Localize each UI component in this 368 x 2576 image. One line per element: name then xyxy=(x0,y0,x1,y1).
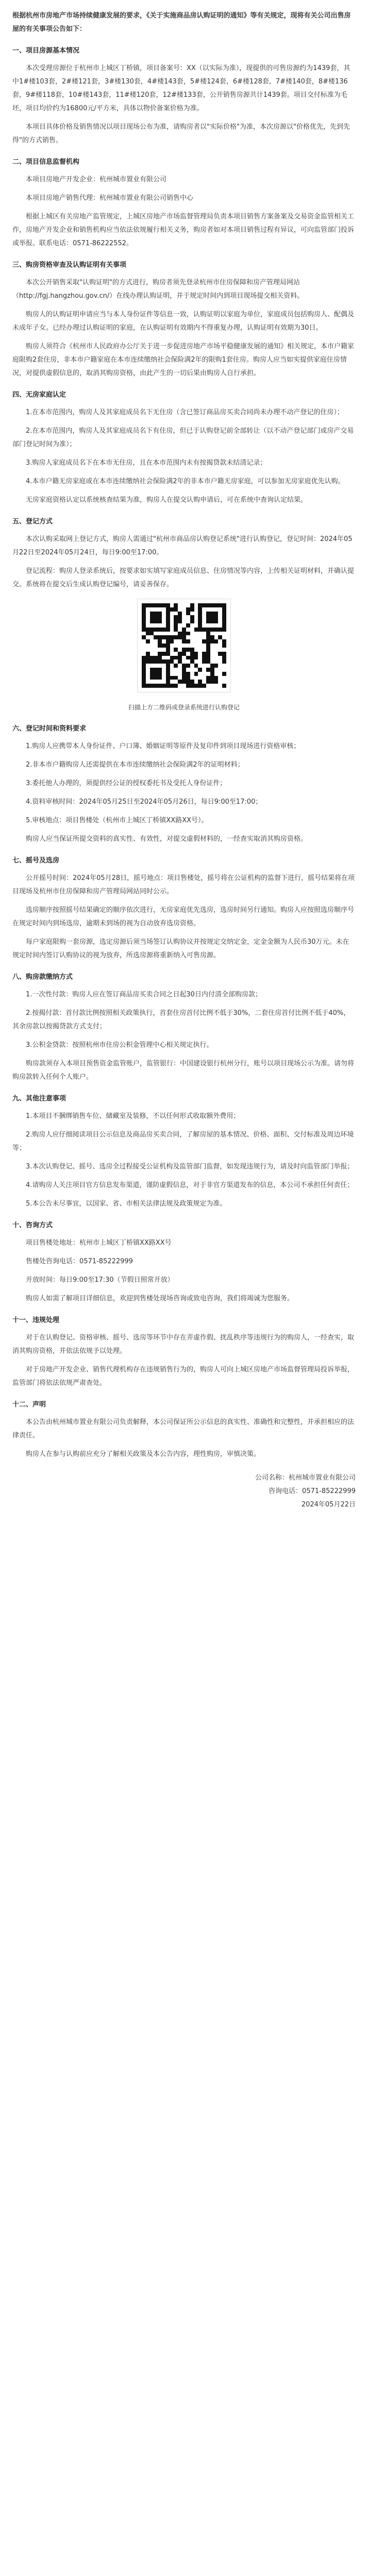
section-paragraph: 4.请购房人关注项目官方信息发布渠道，谨防虚假信息，对于非官方渠道发布的信息，本公司不承担任何责任； xyxy=(26,1181,354,1189)
section-title: 二、项目信息监督机构 xyxy=(12,158,80,166)
section-paragraph: 对于在认购登记、资格审核、摇号、选房等环节中存在弄虚作假、扰乱秩序等违规行为的购房人，一经查实，取消其购房资格，并依法依规予以处理。 xyxy=(12,1334,355,1355)
section-paragraph: 2.在本市范围内，购房人及其家庭成员名下有住房，但已于认购登记前全部转让（以不动产登记部门或房产交易部门登记时间为准）； xyxy=(12,427,354,448)
section-paragraph: 本次认购采取网上登记方式，购房人需通过"杭州市商品房认购登记系统"进行认购登记，登记时间：2024年05月22日至2024年05月24日，每日9:00至17:00。 xyxy=(12,535,353,556)
section-paragraph: 本次受理房源位于杭州市上城区丁桥镇，项目备案号：XX（以实际为准），现提供的可售房源约为1439套，其中1#楼103套，2#楼121套，3#楼130套，4#楼143套，5#楼124套，6#楼128套，7#楼140套，8#楼136套，9#楼118套，10#楼143套，11#楼120套，12#楼133套，公开销售房源共计1439套。项目交付标准为毛坯，项目均价约为16800元/平方米，具体以物价备案价格为准。 xyxy=(12,64,350,112)
section-paragraph: 2.购房人应仔细阅读项目公示信息及商品房买卖合同，了解房屋的基本情况、价格、面积、交付标准及周边环境等； xyxy=(12,1131,354,1152)
qr-code-area xyxy=(12,599,356,692)
section-paragraph: 3.购房人家庭成员名下在本市无住房，且在本市范围内未有按揭贷款未结清记录； xyxy=(26,459,267,467)
section-title: 一、项目房源基本情况 xyxy=(12,47,80,55)
section-paragraph: 3.本次认购登记、摇号、选房全过程接受公证机构及监管部门监督，如发现违规行为，请及时向监管部门举报； xyxy=(26,1163,354,1171)
section-paragraph: 无房家庭资格认定以系统核查结果为准，购房人在提交认购申请后，可在系统中查询认定结果。 xyxy=(26,496,308,504)
section-title: 五、登记方式 xyxy=(12,518,53,526)
section-title: 八、购房款缴纳方式 xyxy=(12,973,73,981)
section-paragraph: 1.购房人应携带本人身份证件、户口簿、婚姻证明等原件及复印件到项目现场进行资格审核； xyxy=(26,742,300,750)
section-paragraph: 购房款须存入本项目预售资金监管账户，监管银行：中国建设银行杭州分行，账号以项目现场公示为准。请勿将购房款转入任何个人账户。 xyxy=(12,1060,355,1081)
section-paragraph: 3.公积金贷款：按照杭州市住房公积金管理中心相关规定执行。 xyxy=(26,1041,213,1049)
section-paragraph: 项目售楼处地址：杭州市上城区丁桥镇XX路XX号 xyxy=(26,1239,172,1247)
qr-caption: 扫描上方二维码或登录系统进行认购登记 xyxy=(128,704,240,711)
section-paragraph: 每户家庭限购一套房源，选定房源后须当场签订认购协议并按规定交纳定金，定金金额为人民币30万元。未在规定时间内签订认购协议的视为放弃，所选房源将重新纳入可售房源。 xyxy=(12,938,349,959)
signature-date: 2024年05月22日 xyxy=(301,1501,356,1509)
section-paragraph: 开放时间：每日9:00至17:30（节假日照常开放） xyxy=(26,1276,174,1284)
section-title: 九、其他注意事项 xyxy=(12,1095,66,1103)
signature-company: 公司名称：杭州城市置业有限公司 xyxy=(255,1474,356,1482)
section-paragraph: 登记流程：购房人登录系统后，按要求如实填写家庭成员信息、住房情况等内容，上传相关证明材料，并确认提交。系统将在提交后生成认购登记编号，请妥善保存。 xyxy=(12,567,355,588)
section-title: 四、无房家庭认定 xyxy=(12,391,66,399)
section-title: 三、购房资格审查及认购证明有关事项 xyxy=(12,261,127,269)
sections-part-2 xyxy=(12,722,356,1461)
section-title: 六、登记时间和资料要求 xyxy=(12,725,87,733)
section-paragraph: 购房人须符合《杭州市人民政府办公厅关于进一步促进房地产市场平稳健康发展的通知》相关规定，本市户籍家庭限购2套住房，非本市户籍家庭在本市连续缴纳社会保险满2年的限购1套住房。购房人应当如实提供家庭住房情况，对提供虚假信息的，取消其购房资格，由此产生的一切后果由购房人自行承担。 xyxy=(12,343,355,377)
section-paragraph: 购房人在参与认购前应充分了解相关政策及本公告内容，理性购房，审慎决策。 xyxy=(26,1450,261,1458)
section-paragraph: 公开摇号时间：2024年05月28日，摇号地点：项目售楼处，摇号将在公证机构的监督下进行，摇号结果将在项目现场及杭州市住房保障和房产管理局网站同时公示。 xyxy=(12,874,355,895)
section-paragraph: 本项目房地产开发企业：杭州城市置业有限公司 xyxy=(26,176,167,183)
section-paragraph: 3.委托他人办理的，须提供经公证的授权委托书及受托人身份证件； xyxy=(26,779,227,787)
section-title: 十、咨询方式 xyxy=(12,1222,53,1229)
section-paragraph: 本项目具体价格及销售情况以项目现场公布为准，请购房者以"实际价格"为准，本次房源以"价格优先，先到先得"的方式销售。 xyxy=(12,123,350,144)
section-title: 十一、违规处理 xyxy=(12,1316,60,1324)
section-paragraph: 4.资料审核时间：2024年05月25日至2024年05月26日，每日9:00至17:00； xyxy=(26,798,262,806)
section-title: 十二、声明 xyxy=(12,1401,46,1409)
signature-phone: 咨询电话：0571-85222999 xyxy=(269,1487,356,1495)
section-paragraph: 1.本项目不捆绑销售车位、储藏室及装修，不以任何形式收取额外费用； xyxy=(26,1112,240,1120)
section-paragraph: 本次公开销售采取"认购证明"的方式进行，购房者须先登录杭州市住房保障和房产管理局网站（http://fgj.hangzhou.gov.cn/）在线办理认购证明，并于规定时间内到项目现场提交相关资料。 xyxy=(12,279,304,300)
sections-part-1 xyxy=(12,44,356,591)
section-paragraph: 对于房地产开发企业、销售代理机构存在违规销售行为的，购房人可向上城区房地产市场监督管理局投诉举报，监管部门将依法依规严肃查处。 xyxy=(12,1366,355,1387)
section-paragraph: 本项目房地产销售代理：杭州城市置业有限公司销售中心 xyxy=(26,194,194,202)
section-paragraph: 售楼处咨询电话：0571-85222999 xyxy=(26,1258,133,1265)
section-paragraph: 本公告由杭州城市置业有限公司负责解释，本公司保证所公示信息的真实性、准确性和完整性，并承担相应的法律责任。 xyxy=(12,1418,355,1439)
section-title: 七、摇号及选房 xyxy=(12,857,60,865)
qr-code-image[interactable] xyxy=(137,599,231,692)
section-paragraph: 1.一次性付款：购房人应在签订商品房买卖合同之日起30日内付清全部购房款； xyxy=(26,991,262,998)
section-paragraph: 购房人的认购证明申请应当与本人身份证件等信息一致，认购证明以家庭为单位，家庭成员包括购房人、配偶及未成年子女。已经办理过认购证明的家庭，在认购证明有效期内不得重复办理，认购证明有效期为30日。 xyxy=(12,311,355,332)
section-paragraph: 5.本公告未尽事宜，以国家、省、市相关法律法规及政策规定为准。 xyxy=(26,1200,227,1208)
section-paragraph: 4.本市户籍无房家庭或在本市连续缴纳社会保险满2年的非本市户籍无房家庭，可以参加无房家庭优先认购。 xyxy=(26,478,345,485)
section-paragraph: 选房顺序按照摇号结果确定的顺序依次进行，无房家庭优先选房，选房时间另行通知。购房人应按照选房顺序号在规定时间内到场选房，逾期未到场的视为自动放弃选房资格。 xyxy=(12,906,355,927)
section-paragraph: 1.在本市范围内，购房人及其家庭成员名下无住房（含已签订商品房买卖合同尚未办理不动产登记的住房）； xyxy=(26,409,344,416)
section-paragraph: 根据上城区有关房地产监管规定，上城区房地产市场监督管理局负责本项目销售方案备案及交易资金监管相关工作，房地产开发企业和销售机构应当依法依规履行相关义务，购房者如对本项目销售过程有异议，可向监管部门投诉或举报。联系电话：0571-86222552。 xyxy=(12,213,355,247)
section-paragraph: 购房人如需了解项目详细信息，欢迎到售楼处现场咨询或致电咨询，我们将竭诚为您服务。 xyxy=(26,1295,294,1302)
section-paragraph: 2.按揭付款：首付款比例按照相关政策执行，首套住房首付比例不低于30%，二套住房首付比例不低于40%，其余房款以按揭贷款方式支付； xyxy=(12,1009,350,1030)
section-paragraph: 购房人应当保证所提交资料的真实性、有效性，对提交虚假材料的，一经查实取消其购房资格。 xyxy=(26,835,308,843)
section-paragraph: 5.审核地点：项目售楼处（杭州市上城区丁桥镇XX路XX号）。 xyxy=(26,817,208,824)
section-paragraph: 2.非本市户籍购房人还需提供在本市连续缴纳社会保险满2年的证明材料； xyxy=(26,761,244,769)
intro-text: 根据杭州市房地产市场持续健康发展的要求，《关于实施商品房认购证明的通知》等有关规定，现将有关公司出售房屋的有关事项公告如下： xyxy=(12,12,351,33)
